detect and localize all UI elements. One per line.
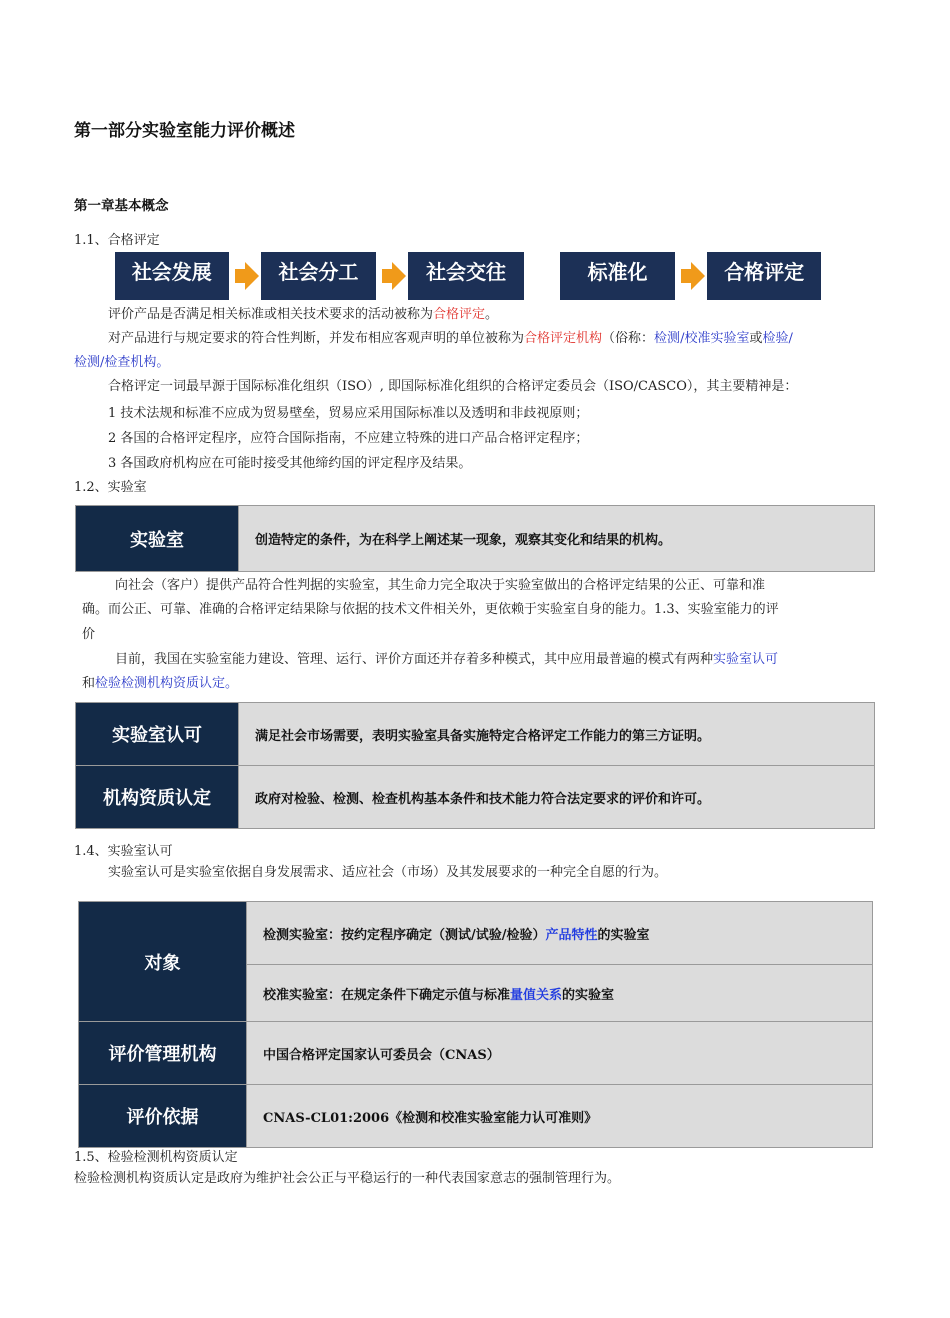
table-value-cell xyxy=(247,965,873,1022)
paragraph-qualification: 检验检测机构资质认定是政府为维护社会公正与平稳运行的一种代表国家意志的强制管理行为。 xyxy=(74,1171,621,1186)
link-term: 实验室认可 xyxy=(713,652,779,667)
laboratory-definition-table xyxy=(75,505,875,572)
chapter-title: 第一章基本概念 xyxy=(74,198,169,214)
link-term: 校准实验室 xyxy=(684,331,750,346)
paragraph-iso-origin: 合格评定一词最早源于国际标准化组织（ISO）, 即国际标准化组织的合格评定委员会（ISO/CASCO），其主要精神是： xyxy=(108,379,798,394)
text: 对产品进行与规定要求的符合性判断，并发布相应客观声明的单位被称为 xyxy=(108,331,525,346)
part-title: 第一部分实验室能力评价概述 xyxy=(74,121,295,141)
highlight-term: 产品特性 xyxy=(545,927,598,943)
text: 检测实验室：按约定程序确定（测试/试验/检验） xyxy=(263,927,546,943)
table-value-cell: 政府对检验、检测、检查机构基本条件和技术能力符合法定要求的评价和许可。 xyxy=(239,766,875,829)
highlight-term: 合格评定 xyxy=(433,307,486,322)
paragraph-accreditation: 实验室认可是实验室依据自身发展需求、适应社会（市场）及其发展要求的一种完全自愿的行为。 xyxy=(108,865,668,880)
table-value-cell: 创造特定的条件，为在科学上阐述某一现象，观察其变化和结果的机构。 xyxy=(239,506,875,572)
table-label-cell: 评价依据 xyxy=(79,1085,247,1148)
link-term: 检验/ xyxy=(762,331,793,346)
table-label-cell: 实验室 xyxy=(76,506,239,572)
table-label-cell: 机构资质认定 xyxy=(76,766,239,829)
table-value-cell xyxy=(247,902,873,965)
flow-step-1: 社会发展 xyxy=(115,252,229,300)
flow-step-4: 标准化 xyxy=(560,252,676,300)
list-item: 3 各国政府机构应在可能时接受其他缔约国的评定程序及结果。 xyxy=(108,456,472,471)
link-term: 检验检测机构资质认定 xyxy=(95,676,226,691)
section-1-1-heading: 1.1、合格评定 xyxy=(74,233,160,248)
paragraph-body-line-2 xyxy=(74,354,169,372)
list-item: 2 各国的合格评定程序，应符合国际指南，不应建立特殊的进口产品合格评定程序； xyxy=(108,431,589,446)
text: 。 xyxy=(225,676,239,691)
highlight-term: 合格评定机构 xyxy=(524,331,603,346)
flow-step-3: 社会交往 xyxy=(408,252,524,300)
text: 的实验室 xyxy=(597,927,650,943)
flow-arrow-icon xyxy=(392,262,406,290)
paragraph-body-line-1 xyxy=(108,330,793,348)
section-1-5-heading: 1.5、检验检测机构资质认定 xyxy=(74,1150,238,1165)
text: （俗称： xyxy=(602,331,655,346)
text: 评价产品是否满足相关标准或相关技术要求的活动被称为 xyxy=(108,307,434,322)
recognition-modes-table xyxy=(75,702,875,829)
table-label-cell: 实验室认可 xyxy=(76,703,239,766)
link-term: / xyxy=(680,331,685,346)
table-value-cell: 中国合格评定国家认可委员会（CNAS） xyxy=(247,1022,873,1085)
flow-arrow-icon xyxy=(245,262,259,290)
paragraph-modes-line-2 xyxy=(82,675,238,693)
link-term: 检测 xyxy=(654,331,681,346)
conformity-flow-banner xyxy=(115,252,821,300)
text: 校准实验室：在规定条件下确定示值与标准 xyxy=(263,987,511,1003)
table-value-cell: 满足社会市场需要，表明实验室具备实施特定合格评定工作能力的第三方证明。 xyxy=(239,703,875,766)
text: 的实验室 xyxy=(562,987,615,1003)
paragraph-modes-line-1 xyxy=(115,651,778,669)
table-label-cell: 评价管理机构 xyxy=(79,1022,247,1085)
paragraph-lab-line-3: 价 xyxy=(82,627,96,642)
paragraph-lab-line-1: 向社会（客户）提供产品符合性判据的实验室，其生命力完全取决于实验室做出的合格评定结果的公正、可靠和准 xyxy=(115,578,766,593)
table-value-cell: CNAS-CL01:2006《检测和校准实验室能力认可准则》 xyxy=(247,1085,873,1148)
paragraph-conformity-definition xyxy=(108,306,498,324)
text: 目前，我国在实验室能力建设、管理、运行、评价方面还并存着多种模式，其中应用最普遍的模式有两种 xyxy=(115,652,714,667)
text: 和 xyxy=(82,676,96,691)
list-item: 1 技术法规和标准不应成为贸易壁垒，贸易应采用国际标准以及透明和非歧视原则； xyxy=(108,406,589,421)
table-label-cell: 对象 xyxy=(79,902,247,1022)
accreditation-details-table xyxy=(78,901,873,1148)
paragraph-lab-line-2: 确。而公正、可靠、准确的合格评定结果除与依据的技术文件相关外，更依赖于实验室自身的能力。1.3、实验室能力的评 xyxy=(82,602,779,617)
text: 。 xyxy=(485,307,499,322)
highlight-term: 量值关系 xyxy=(510,987,563,1003)
link-term: 检测/检查机构 xyxy=(74,355,157,370)
text: 或 xyxy=(749,331,763,346)
text: 。 xyxy=(156,355,170,370)
flow-step-2: 社会分工 xyxy=(261,252,377,300)
section-1-4-heading: 1.4、实验室认可 xyxy=(74,844,173,859)
flow-arrow-icon xyxy=(691,262,705,290)
flow-step-5: 合格评定 xyxy=(707,252,821,300)
section-1-2-heading: 1.2、实验室 xyxy=(74,480,147,495)
